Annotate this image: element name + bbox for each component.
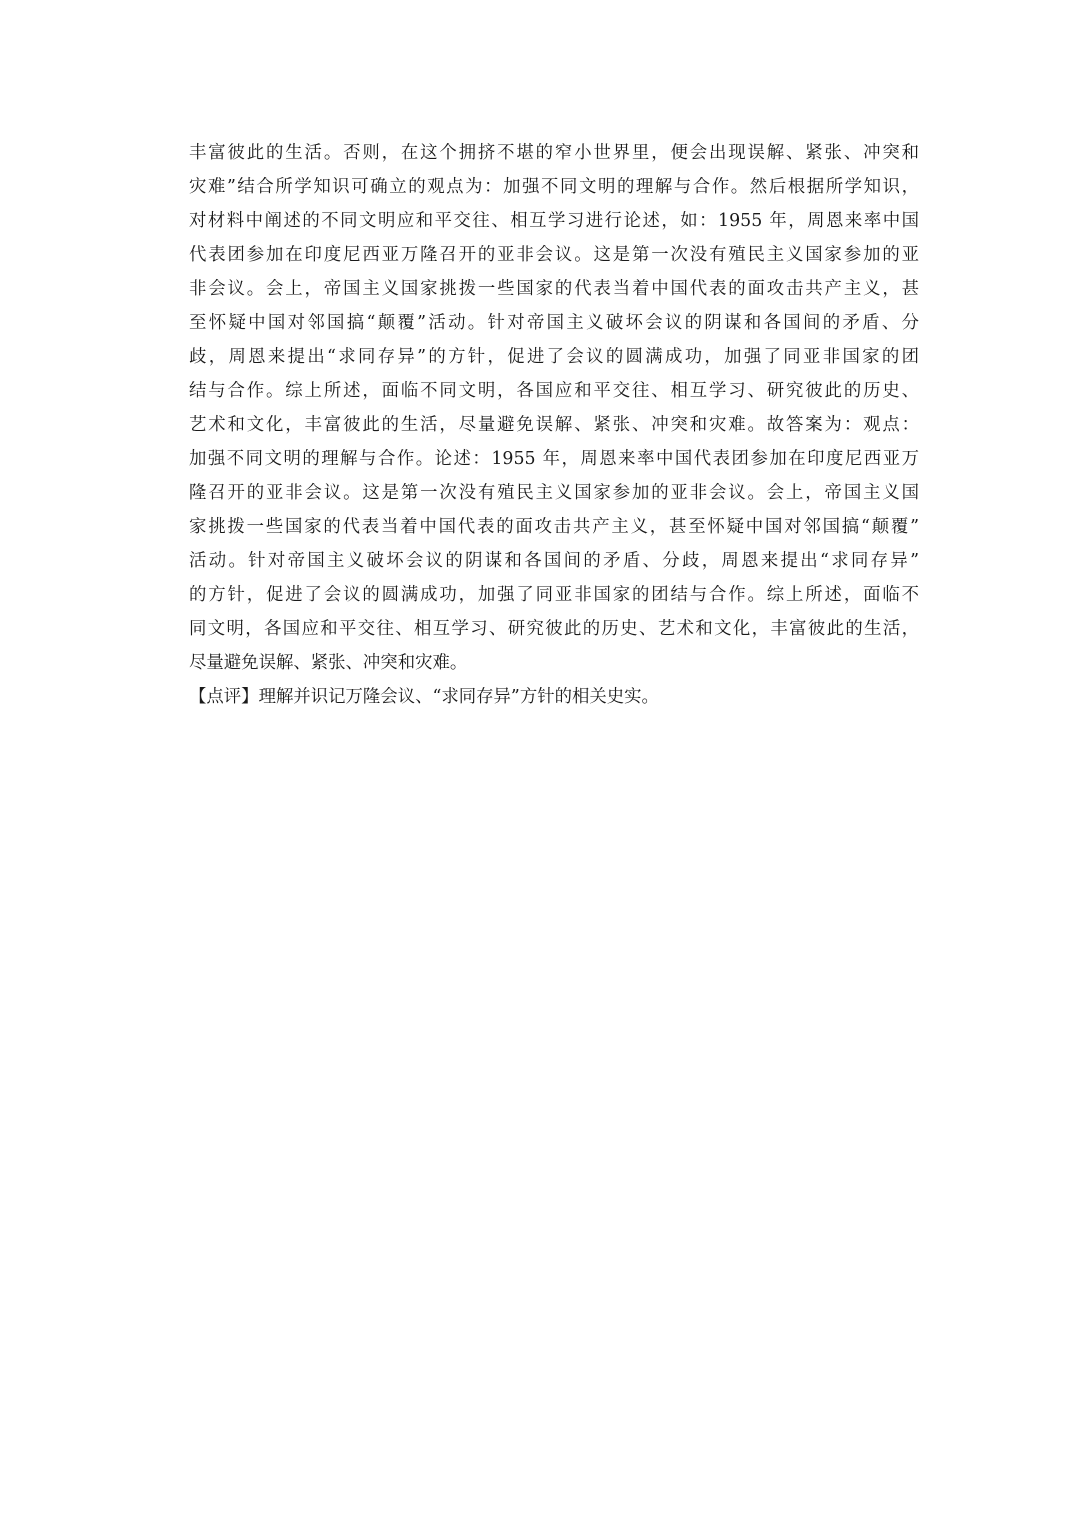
text-line: 同文明，各国应和平交往、相互学习、研究彼此的历史、艺术和文化，丰富彼此的生活， bbox=[189, 619, 919, 639]
review-comment: 【点评】理解并识记万隆会议、“求同存异”方针的相关史实。 bbox=[189, 687, 659, 707]
answer-text-block bbox=[189, 136, 919, 714]
text-line: 丰富彼此的生活。否则，在这个拥挤不堪的窄小世界里，便会出现误解、紧张、冲突和 bbox=[189, 143, 919, 163]
text-line: 隆召开的亚非会议。这是第一次没有殖民主义国家参加的亚非会议。会上，帝国主义国 bbox=[189, 483, 919, 503]
text-line: 灾难”结合所学知识可确立的观点为：加强不同文明的理解与合作。然后根据所学知识， bbox=[189, 177, 919, 197]
text-line: 加强不同文明的理解与合作。论述：1955 年，周恩来率中国代表团参加在印度尼西亚万 bbox=[189, 449, 919, 469]
text-line: 非会议。会上，帝国主义国家挑拨一些国家的代表当着中国代表的面攻击共产主义，甚 bbox=[189, 279, 919, 299]
text-line: 代表团参加在印度尼西亚万隆召开的亚非会议。这是第一次没有殖民主义国家参加的亚 bbox=[189, 245, 919, 265]
text-line: 歧，周恩来提出“求同存异”的方针，促进了会议的圆满成功，加强了同亚非国家的团 bbox=[189, 347, 919, 367]
text-line: 至怀疑中国对邻国搞“颠覆”活动。针对帝国主义破坏会议的阴谋和各国间的矛盾、分 bbox=[189, 313, 919, 333]
text-line: 的方针，促进了会议的圆满成功，加强了同亚非国家的团结与合作。综上所述，面临不 bbox=[189, 585, 919, 605]
text-line: 结与合作。综上所述，面临不同文明，各国应和平交往、相互学习、研究彼此的历史、 bbox=[189, 381, 919, 401]
text-line: 活动。针对帝国主义破坏会议的阴谋和各国间的矛盾、分歧，周恩来提出“求同存异” bbox=[189, 551, 919, 571]
text-line: 尽量避免误解、紧张、冲突和灾难。 bbox=[189, 653, 468, 673]
text-line: 艺术和文化，丰富彼此的生活，尽量避免误解、紧张、冲突和灾难。故答案为：观点： bbox=[189, 415, 919, 435]
text-line: 对材料中阐述的不同文明应和平交往、相互学习进行论述，如：1955 年，周恩来率中国 bbox=[189, 211, 919, 231]
text-line: 家挑拨一些国家的代表当着中国代表的面攻击共产主义，甚至怀疑中国对邻国搞“颠覆” bbox=[189, 517, 919, 537]
